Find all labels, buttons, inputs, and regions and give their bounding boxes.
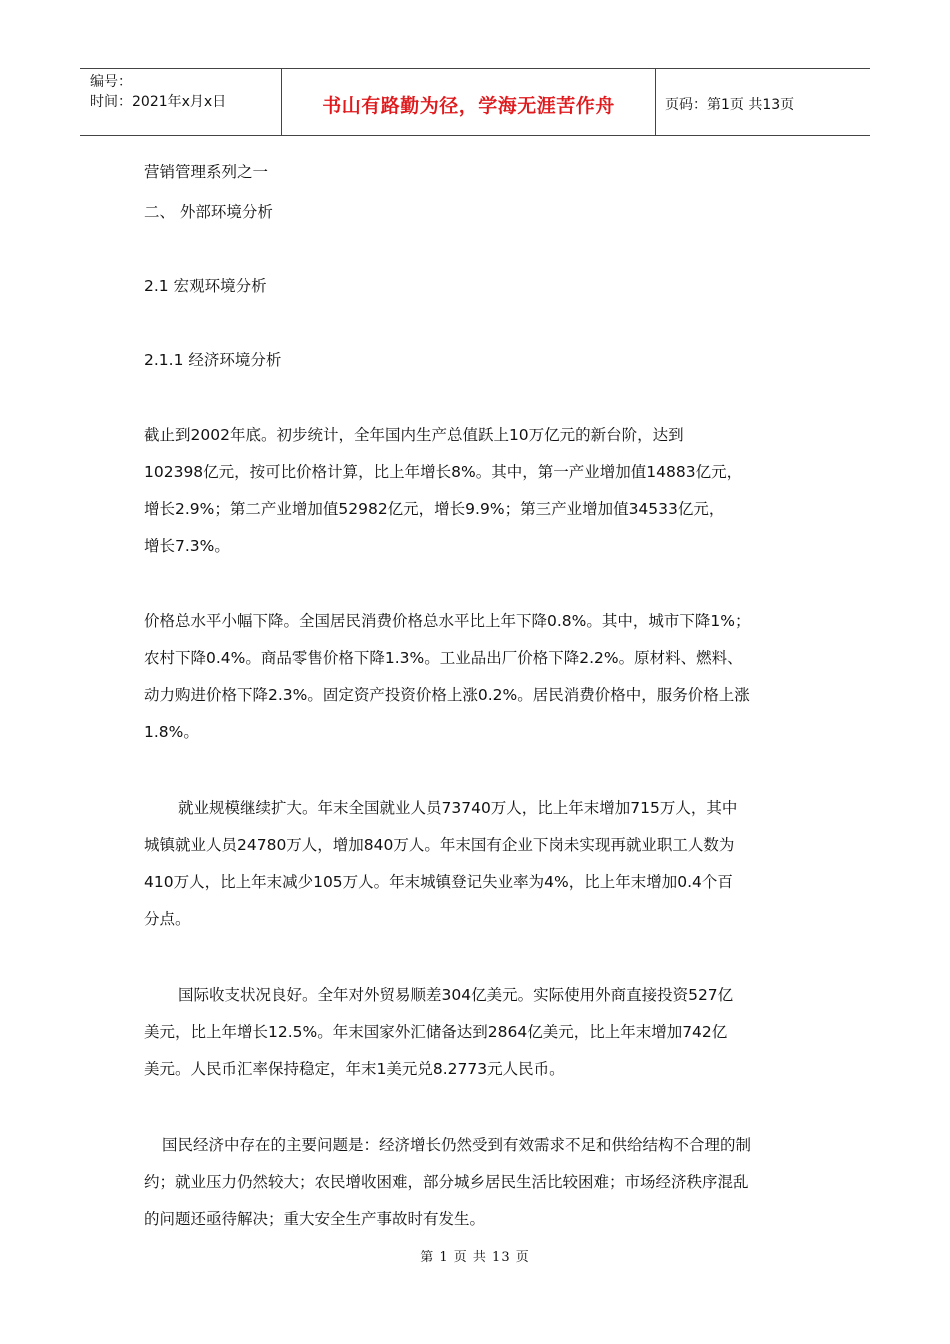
paragraph-line: 美元。人民币汇率保持稳定，年末1美元兑8.2773元人民币。 [144, 1060, 565, 1078]
page-header [80, 68, 870, 136]
document-number-label: 编号： [90, 74, 132, 90]
paragraph-line: 国际收支状况良好。全年对外贸易顺差304亿美元。实际使用外商直接投资527亿 [178, 986, 734, 1004]
subsection-heading: 2.1 宏观环境分析 [144, 277, 267, 295]
paragraph-line: 约；就业压力仍然较大；农民增收困难，部分城乡居民生活比较困难；市场经济秩序混乱 [144, 1173, 749, 1191]
paragraph-line: 截止到2002年底。初步统计，全年国内生产总值跃上10万亿元的新台阶，达到 [144, 426, 684, 444]
paragraph-line: 增长2.9%；第二产业增加值52982亿元，增长9.9%；第三产业增加值34533亿元， [144, 500, 725, 518]
document-time: 时间：2021年x月x日 [90, 94, 227, 110]
paragraph-line: 农村下降0.4%。商品零售价格下降1.3%。工业品出厂价格下降2.2%。原材料、燃料、 [144, 649, 743, 667]
paragraph-line: 动力购进价格下降2.3%。固定资产投资价格上涨0.2%。居民消费价格中，服务价格上涨 [144, 686, 750, 704]
paragraph-line: 增长7.3%。 [144, 537, 230, 555]
section-title: 二、 外部环境分析 [144, 203, 273, 221]
paragraph-line: 102398亿元，按可比价格计算，比上年增长8%。其中，第一产业增加值14883亿元， [144, 463, 743, 481]
header-motto: 书山有路勤为径，学海无涯苦作舟 [322, 95, 615, 117]
paragraph-line: 1.8%。 [144, 723, 199, 741]
series-title: 营销管理系列之一 [144, 163, 269, 181]
page-footer: 第 1 页 共 13 页 [420, 1250, 530, 1265]
paragraph-line: 美元，比上年增长12.5%。年末国家外汇储备达到2864亿美元，比上年末增加742亿 [144, 1023, 728, 1041]
paragraph-line: 分点。 [144, 910, 191, 928]
header-meta [90, 72, 226, 112]
header-page-info: 页码：第1页 共13页 [665, 97, 795, 113]
subsubsection-heading: 2.1.1 经济环境分析 [144, 351, 282, 369]
paragraph-line: 价格总水平小幅下降。全国居民消费价格总水平比上年下降0.8%。其中，城市下降1%； [144, 612, 751, 630]
header-divider [655, 69, 656, 135]
paragraph-line: 城镇就业人员24780万人，增加840万人。年末国有企业下岗未实现再就业职工人数为 [144, 836, 735, 854]
paragraph-line: 410万人，比上年末减少105万人。年末城镇登记失业率为4%，比上年末增加0.4个百 [144, 873, 733, 891]
paragraph-line: 就业规模继续扩大。年末全国就业人员73740万人，比上年末增加715万人，其中 [178, 799, 738, 817]
paragraph-line: 的问题还亟待解决；重大安全生产事故时有发生。 [144, 1210, 486, 1228]
paragraph-line: 国民经济中存在的主要问题是：经济增长仍然受到有效需求不足和供给结构不合理的制 [162, 1136, 752, 1154]
